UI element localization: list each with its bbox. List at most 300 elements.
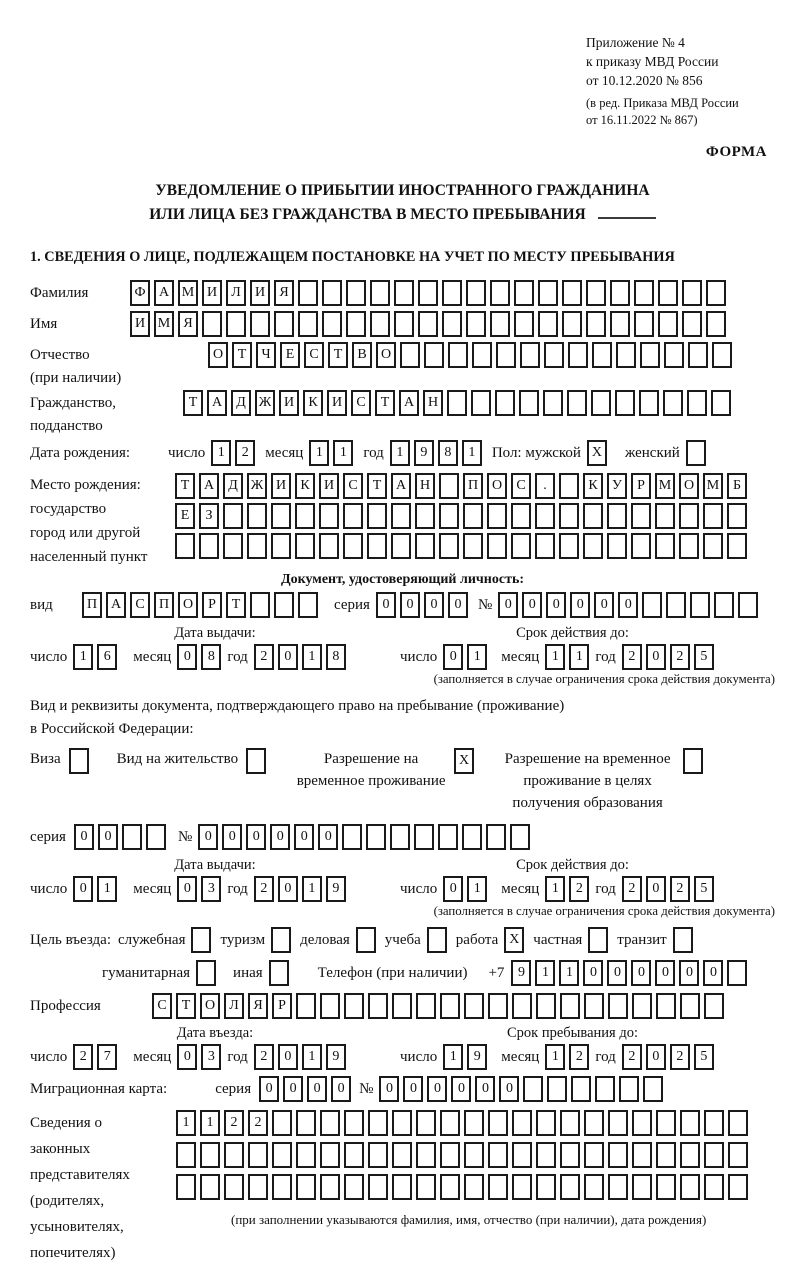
char-cell: С (511, 473, 531, 499)
char-cell (368, 993, 388, 1019)
char-cell (543, 390, 563, 416)
char-cell (416, 1174, 436, 1200)
purpose-tranzit-checkbox (673, 927, 693, 953)
residence-number-cells (198, 824, 530, 850)
char-cell (490, 280, 510, 306)
char-cell: 0 (318, 824, 338, 850)
char-cell (200, 1174, 220, 1200)
char-cell: 2 (224, 1110, 244, 1136)
char-cell (295, 533, 315, 559)
char-cell: О (178, 592, 198, 618)
char-cell: С (130, 592, 150, 618)
char-cell: 0 (376, 592, 396, 618)
char-cell: В (352, 342, 372, 368)
char-cell (610, 311, 630, 337)
char-cell: 1 (545, 644, 565, 670)
char-cell (680, 1142, 700, 1168)
char-cell: 2 (670, 644, 690, 670)
char-cell (632, 993, 652, 1019)
char-cell: 1 (535, 960, 555, 986)
char-cell: И (319, 473, 339, 499)
birth-month-label: месяц (265, 444, 304, 461)
char-cell: И (250, 280, 270, 306)
char-cell (370, 311, 390, 337)
birthdate-row (30, 440, 775, 466)
char-cell (619, 1076, 639, 1102)
char-cell: 0 (331, 1076, 351, 1102)
purpose-chastnaya-checkbox (588, 927, 608, 953)
expiry-day-label: число (400, 648, 438, 665)
char-cell (392, 993, 412, 1019)
char-cell: 1 (462, 440, 482, 466)
char-cell: 0 (618, 592, 638, 618)
char-cell: 2 (254, 1044, 274, 1070)
legal-reps-cells-row3 (176, 1174, 748, 1200)
entry-title: Дата въезда: (176, 1025, 254, 1042)
char-cell: 8 (438, 440, 458, 466)
r-expiry-day-label: число (400, 880, 438, 897)
mc-number-cells (379, 1076, 663, 1102)
char-cell (248, 1174, 268, 1200)
char-cell: 2 (235, 440, 255, 466)
char-cell (320, 1142, 340, 1168)
char-cell (370, 280, 390, 306)
char-cell: 2 (248, 1110, 268, 1136)
char-cell: 0 (498, 592, 518, 618)
char-cell (463, 533, 483, 559)
stay-month-label: месяц (501, 1048, 540, 1065)
char-cell (656, 993, 676, 1019)
char-cell (295, 503, 315, 529)
char-cell (673, 927, 693, 953)
char-cell (703, 503, 723, 529)
char-cell (439, 473, 459, 499)
char-cell: 1 (545, 876, 565, 902)
char-cell: 0 (448, 592, 468, 618)
char-cell: 6 (97, 644, 117, 670)
char-cell (415, 503, 435, 529)
char-cell: Б (727, 473, 747, 499)
char-cell (415, 533, 435, 559)
char-cell: Я (248, 993, 268, 1019)
char-cell (728, 1142, 748, 1168)
char-cell (544, 342, 564, 368)
doc-series-label: серия (334, 596, 370, 613)
char-cell (272, 1110, 292, 1136)
char-cell (319, 533, 339, 559)
char-cell (367, 503, 387, 529)
char-cell: Д (223, 473, 243, 499)
char-cell (366, 824, 386, 850)
legal-reps-cells-row1 (176, 1110, 748, 1136)
residence-expiry-title: Срок действия до: (516, 857, 629, 874)
char-cell (471, 390, 491, 416)
char-cell: 2 (569, 1044, 589, 1070)
char-cell (584, 1174, 604, 1200)
sex-male-label: Пол: мужской (491, 444, 581, 461)
char-cell: 1 (302, 644, 322, 670)
char-cell: 0 (403, 1076, 423, 1102)
char-cell (246, 748, 266, 774)
char-cell (658, 311, 678, 337)
char-cell (704, 1142, 724, 1168)
sex-female-checkbox (686, 440, 706, 466)
char-cell (640, 342, 660, 368)
char-cell (728, 1174, 748, 1200)
char-cell (439, 533, 459, 559)
char-cell (664, 342, 684, 368)
stay-month-cells (545, 1044, 589, 1070)
char-cell: Н (423, 390, 443, 416)
char-cell (368, 1110, 388, 1136)
doc-series-cells (376, 592, 468, 618)
citizenship-row (30, 390, 775, 436)
patronymic-cells (208, 342, 732, 368)
char-cell (584, 1142, 604, 1168)
char-cell: X (454, 748, 474, 774)
char-cell: Т (226, 592, 246, 618)
char-cell (202, 311, 222, 337)
char-cell (320, 1110, 340, 1136)
char-cell: Т (367, 473, 387, 499)
firstname-label: Имя (30, 315, 58, 332)
char-cell (560, 1174, 580, 1200)
char-cell (512, 1174, 532, 1200)
char-cell (223, 533, 243, 559)
char-cell: М (178, 280, 198, 306)
char-cell (344, 1174, 364, 1200)
char-cell (560, 1142, 580, 1168)
char-cell (487, 503, 507, 529)
char-cell (488, 1142, 508, 1168)
char-cell (643, 1076, 663, 1102)
char-cell (584, 1110, 604, 1136)
purpose-rabota-label: работа (455, 931, 499, 948)
char-cell (559, 533, 579, 559)
char-cell (634, 311, 654, 337)
purpose-turizm-label: туризм (220, 931, 266, 948)
char-cell (274, 592, 294, 618)
char-cell: О (679, 473, 699, 499)
birthplace-cells-row3 (175, 533, 747, 559)
char-cell: 8 (326, 644, 346, 670)
stay-year-cells (622, 1044, 714, 1070)
visa-checkbox (69, 748, 89, 774)
char-cell: И (271, 473, 291, 499)
purpose-turizm-checkbox (271, 927, 291, 953)
char-cell (639, 390, 659, 416)
firstname-cells (130, 311, 726, 337)
char-cell (414, 824, 434, 850)
char-cell (567, 390, 587, 416)
char-cell (319, 503, 339, 529)
char-cell (690, 592, 710, 618)
char-cell (424, 342, 444, 368)
char-cell (464, 1110, 484, 1136)
char-cell (122, 824, 142, 850)
mc-number-label: № (359, 1080, 374, 1097)
form-title (30, 179, 775, 227)
char-cell (296, 1174, 316, 1200)
char-cell: О (200, 993, 220, 1019)
char-cell (346, 311, 366, 337)
r-expiry-day-cells (443, 876, 487, 902)
r-expiry-year-cells (622, 876, 714, 902)
char-cell: 1 (176, 1110, 196, 1136)
purpose-ucheba-checkbox (427, 927, 447, 953)
char-cell: С (152, 993, 172, 1019)
char-cell (514, 311, 534, 337)
stay-day-label: число (400, 1048, 438, 1065)
char-cell (466, 311, 486, 337)
char-cell: Р (202, 592, 222, 618)
char-cell (512, 1142, 532, 1168)
temp-permit-label: Разрешение на временное проживание (296, 751, 446, 790)
char-cell: 0 (443, 876, 463, 902)
issued-month-cells (177, 644, 221, 670)
residence-doc-dates (30, 857, 775, 902)
char-cell (343, 533, 363, 559)
issued-month-label: месяц (133, 648, 172, 665)
char-cell: 0 (607, 960, 627, 986)
char-cell: 1 (200, 1110, 220, 1136)
char-cell: 0 (583, 960, 603, 986)
char-cell: С (351, 390, 371, 416)
char-cell (191, 927, 211, 953)
char-cell (368, 1142, 388, 1168)
char-cell (199, 533, 219, 559)
char-cell (679, 503, 699, 529)
char-cell (247, 503, 267, 529)
doc-issued-title: Дата выдачи: (174, 625, 256, 642)
char-cell: 0 (379, 1076, 399, 1102)
char-cell (486, 824, 506, 850)
char-cell (440, 1110, 460, 1136)
char-cell (714, 592, 734, 618)
char-cell (440, 993, 460, 1019)
char-cell: 1 (309, 440, 329, 466)
char-cell (472, 342, 492, 368)
char-cell (416, 993, 436, 1019)
char-cell (490, 311, 510, 337)
char-cell: 1 (443, 1044, 463, 1070)
char-cell: 0 (400, 592, 420, 618)
char-cell (368, 1174, 388, 1200)
char-cell (562, 280, 582, 306)
char-cell (440, 1142, 460, 1168)
char-cell (608, 1142, 628, 1168)
char-cell (464, 1174, 484, 1200)
char-cell (607, 533, 627, 559)
migration-card-row (30, 1076, 775, 1102)
char-cell (656, 1142, 676, 1168)
char-cell: 0 (222, 824, 242, 850)
char-cell (738, 592, 758, 618)
char-cell (247, 533, 267, 559)
char-cell (392, 1142, 412, 1168)
char-cell: Ж (255, 390, 275, 416)
char-cell (322, 280, 342, 306)
char-cell (535, 503, 555, 529)
char-cell (439, 503, 459, 529)
char-cell (706, 280, 726, 306)
char-cell: 0 (198, 824, 218, 850)
char-cell: 0 (424, 592, 444, 618)
birthplace-cells-row1 (175, 473, 747, 499)
expiry-day-cells (443, 644, 487, 670)
issued-year-label: год (227, 648, 248, 665)
appendix-line: от 10.12.2020 № 856 (586, 72, 703, 88)
char-cell (595, 1076, 615, 1102)
char-cell: 0 (646, 1044, 666, 1070)
r-expiry-year-label: год (595, 880, 616, 897)
char-cell (728, 1110, 748, 1136)
surname-cells (130, 280, 726, 306)
char-cell (584, 993, 604, 1019)
char-cell (442, 280, 462, 306)
char-cell (583, 533, 603, 559)
char-cell: К (303, 390, 323, 416)
char-cell (523, 1076, 543, 1102)
char-cell (394, 311, 414, 337)
char-cell (571, 1076, 591, 1102)
char-cell: 0 (278, 1044, 298, 1070)
char-cell: А (106, 592, 126, 618)
char-cell (69, 748, 89, 774)
char-cell (391, 533, 411, 559)
char-cell (418, 311, 438, 337)
char-cell (658, 280, 678, 306)
char-cell: И (279, 390, 299, 416)
char-cell (655, 533, 675, 559)
char-cell (568, 342, 588, 368)
expiry-year-cells (622, 644, 714, 670)
char-cell: 2 (622, 1044, 642, 1070)
char-cell: К (583, 473, 603, 499)
char-cell (248, 1142, 268, 1168)
stay-day-cells (443, 1044, 487, 1070)
purpose-chastnaya-label: частная (533, 931, 583, 948)
char-cell (296, 1142, 316, 1168)
char-cell: 0 (98, 824, 118, 850)
char-cell: И (327, 390, 347, 416)
purpose-sluzhebnaya-checkbox (191, 927, 211, 953)
char-cell (592, 342, 612, 368)
char-cell (712, 342, 732, 368)
char-cell: 0 (679, 960, 699, 986)
char-cell (487, 533, 507, 559)
profession-cells (152, 993, 724, 1019)
char-cell (271, 927, 291, 953)
edu-permit-label: Разрешение на временное проживание в целях получения образования (504, 751, 671, 812)
char-cell (704, 1174, 724, 1200)
char-cell: Ч (256, 342, 276, 368)
profession-row (30, 993, 775, 1019)
char-cell (608, 1174, 628, 1200)
char-cell: Т (232, 342, 252, 368)
char-cell (464, 1142, 484, 1168)
char-cell (631, 533, 651, 559)
doc-type-cells (82, 592, 318, 618)
residence-number-label: № (177, 828, 193, 845)
char-cell (586, 311, 606, 337)
residence-doc-expiry-note: (заполняется в случае ограничения срока действия документа) (433, 904, 775, 919)
char-cell: 0 (443, 644, 463, 670)
char-cell (514, 280, 534, 306)
char-cell (438, 824, 458, 850)
char-cell (682, 280, 702, 306)
char-cell: 1 (545, 1044, 565, 1070)
phone-prefix: +7 (488, 964, 505, 981)
char-cell: 0 (270, 824, 290, 850)
char-cell: 1 (302, 876, 322, 902)
char-cell (536, 1142, 556, 1168)
char-cell: У (607, 473, 627, 499)
char-cell: 3 (201, 876, 221, 902)
char-cell: 0 (294, 824, 314, 850)
char-cell (271, 533, 291, 559)
char-cell: 1 (467, 644, 487, 670)
char-cell (447, 390, 467, 416)
r-issued-year-cells (254, 876, 346, 902)
char-cell: 0 (646, 876, 666, 902)
char-cell: 0 (177, 876, 197, 902)
citizenship-cells (183, 390, 731, 416)
char-cell (176, 1142, 196, 1168)
char-cell (146, 824, 166, 850)
char-cell (663, 390, 683, 416)
char-cell (511, 503, 531, 529)
char-cell: Л (224, 993, 244, 1019)
purpose-sluzhebnaya-label: служебная (117, 931, 186, 948)
char-cell: 8 (201, 644, 221, 670)
residence-issued-title: Дата выдачи: (174, 857, 256, 874)
doc-number-label: № (477, 596, 493, 613)
mc-series-label: серия (215, 1080, 252, 1097)
doc-number-cells (498, 592, 758, 618)
char-cell (704, 993, 724, 1019)
char-cell (367, 533, 387, 559)
identity-doc-expiry-note: (заполняется в случае ограничения срока действия документа) (433, 672, 775, 687)
issued-day-label: число (30, 648, 68, 665)
char-cell: Л (226, 280, 246, 306)
char-cell (536, 1174, 556, 1200)
char-cell: И (130, 311, 150, 337)
char-cell (223, 503, 243, 529)
residence-series-row (30, 824, 775, 850)
char-cell (269, 960, 289, 986)
purpose-inaya-label: иная (233, 964, 263, 981)
char-cell (224, 1174, 244, 1200)
char-cell: О (208, 342, 228, 368)
char-cell: О (376, 342, 396, 368)
char-cell (656, 1110, 676, 1136)
char-cell (583, 503, 603, 529)
char-cell: Д (231, 390, 251, 416)
char-cell: 1 (302, 1044, 322, 1070)
char-cell: 0 (451, 1076, 471, 1102)
char-cell (727, 503, 747, 529)
temp-permit-checkbox (454, 748, 474, 774)
residence-series-label: серия (30, 828, 66, 845)
char-cell (682, 311, 702, 337)
identity-doc-header: Документ, удостоверяющий личность: (280, 572, 525, 588)
char-cell (536, 993, 556, 1019)
char-cell (356, 927, 376, 953)
char-cell (344, 993, 364, 1019)
legal-reps-cells-row2 (176, 1142, 748, 1168)
char-cell (320, 993, 340, 1019)
